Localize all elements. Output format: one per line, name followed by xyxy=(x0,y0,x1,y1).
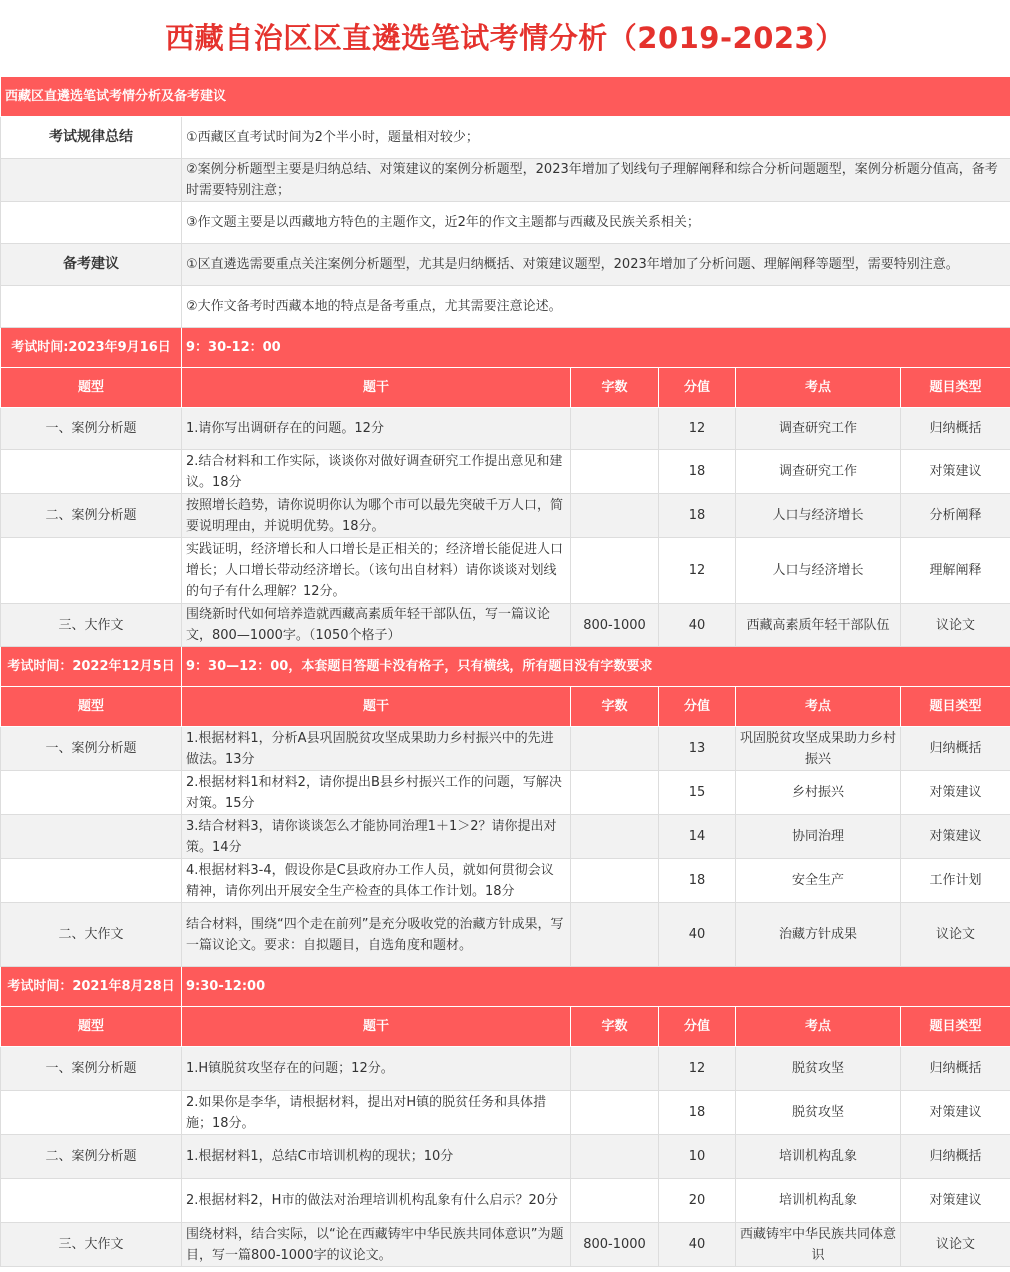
word-count xyxy=(571,1135,659,1179)
advice-label: 备考建议 xyxy=(1,244,182,286)
test-point: 西藏高素质年轻干部队伍 xyxy=(736,604,901,647)
word-count xyxy=(571,1091,659,1135)
question-stem: 2.根据材料2，H市的做法对治理培训机构乱象有什么启示？20分 xyxy=(182,1179,571,1223)
question-type: 一、案例分析题 xyxy=(1,727,182,771)
table-row xyxy=(1,1047,1010,1091)
table-row xyxy=(1,903,1010,967)
test-point: 协同治理 xyxy=(736,815,901,859)
question-stem: 2.结合材料和工作实际，谈谈你对做好调查研究工作提出意见和建议。18分 xyxy=(182,450,571,494)
column-header: 题干 xyxy=(182,1007,571,1047)
question-type xyxy=(1,859,182,903)
column-header: 字数 xyxy=(571,687,659,727)
word-count: 800-1000 xyxy=(571,1223,659,1267)
word-count xyxy=(571,771,659,815)
exam-time-label: 考试时间:2023年9月16日 xyxy=(1,328,182,368)
question-category: 归纳概括 xyxy=(901,727,1010,771)
exam-time-value: 9：30—12：00，本套题目答题卡没有格子，只有横线，所有题目没有字数要求 xyxy=(182,647,1010,687)
word-count xyxy=(571,815,659,859)
score: 13 xyxy=(659,727,736,771)
question-category: 对策建议 xyxy=(901,815,1010,859)
exam-time-value: 9：30-12：00 xyxy=(182,328,1010,368)
score: 20 xyxy=(659,1179,736,1223)
question-category: 对策建议 xyxy=(901,450,1010,494)
test-point: 人口与经济增长 xyxy=(736,494,901,538)
test-point: 西藏铸牢中华民族共同体意识 xyxy=(736,1223,901,1267)
table-row xyxy=(1,1091,1010,1135)
rule-item: ②案例分析题型主要是归纳总结、对策建议的案例分析题型，2023年增加了划线句子理解阐释和综合分析问题题型，案例分析题分值高，备考时需要特别注意； xyxy=(182,159,1010,202)
question-type: 二、大作文 xyxy=(1,903,182,967)
word-count xyxy=(571,538,659,604)
table-row xyxy=(1,538,1010,604)
column-header-row xyxy=(1,1007,1010,1047)
exam-time-row xyxy=(1,647,1010,687)
question-type: 一、案例分析题 xyxy=(1,408,182,450)
column-header: 考点 xyxy=(736,1007,901,1047)
column-header: 题目类型 xyxy=(901,368,1010,408)
table-row xyxy=(1,771,1010,815)
question-stem: 2.如果你是李华，请根据材料，提出对H镇的脱贫任务和具体措施；18分。 xyxy=(182,1091,571,1135)
question-stem: 1.根据材料1，总结C市培训机构的现状；10分 xyxy=(182,1135,571,1179)
score: 12 xyxy=(659,538,736,604)
exam-time-row xyxy=(1,328,1010,368)
question-type xyxy=(1,538,182,604)
test-point: 乡村振兴 xyxy=(736,771,901,815)
question-stem: 实践证明，经济增长和人口增长是正相关的；经济增长能促进人口增长；人口增长带动经济增长。（该句出自材料）请你谈谈对划线的句子有什么理解？12分。 xyxy=(182,538,571,604)
exam-time-row xyxy=(1,967,1010,1007)
question-type xyxy=(1,815,182,859)
test-point: 调查研究工作 xyxy=(736,408,901,450)
question-type xyxy=(1,1179,182,1223)
rule-item: ③作文题主要是以西藏地方特色的主题作文，近2年的作文主题都与西藏及民族关系相关； xyxy=(182,202,1010,244)
question-category: 议论文 xyxy=(901,1223,1010,1267)
table-row xyxy=(1,494,1010,538)
score: 14 xyxy=(659,815,736,859)
question-stem: 4.根据材料3-4，假设你是C县政府办工作人员，就如何贯彻会议精神，请你列出开展安全生产检查的具体工作计划。18分 xyxy=(182,859,571,903)
question-category: 工作计划 xyxy=(901,859,1010,903)
word-count xyxy=(571,903,659,967)
column-header: 题目类型 xyxy=(901,687,1010,727)
word-count xyxy=(571,408,659,450)
score: 15 xyxy=(659,771,736,815)
column-header: 考点 xyxy=(736,687,901,727)
score: 40 xyxy=(659,903,736,967)
question-type: 一、案例分析题 xyxy=(1,1047,182,1091)
exam-time-label: 考试时间：2022年12月5日 xyxy=(1,647,182,687)
question-type xyxy=(1,450,182,494)
question-type xyxy=(1,1091,182,1135)
question-stem: 3.结合材料3，请你谈谈怎么才能协同治理1＋1＞2？请你提出对策。14分 xyxy=(182,815,571,859)
question-stem: 2.根据材料1和材料2，请你提出B县乡村振兴工作的问题，写解决对策。15分 xyxy=(182,771,571,815)
question-stem: 1.根据材料1，分析A县巩固脱贫攻坚成果助力乡村振兴中的先进做法。13分 xyxy=(182,727,571,771)
question-category: 议论文 xyxy=(901,903,1010,967)
score: 12 xyxy=(659,1047,736,1091)
table-row xyxy=(1,604,1010,647)
table-row xyxy=(1,859,1010,903)
question-category: 归纳概括 xyxy=(901,408,1010,450)
test-point: 巩固脱贫攻坚成果助力乡村振兴 xyxy=(736,727,901,771)
score: 18 xyxy=(659,1091,736,1135)
table-row xyxy=(1,1135,1010,1179)
score: 40 xyxy=(659,1223,736,1267)
question-category: 对策建议 xyxy=(901,771,1010,815)
question-category: 对策建议 xyxy=(901,1091,1010,1135)
empty-cell xyxy=(1,286,182,328)
score: 12 xyxy=(659,408,736,450)
column-header-row xyxy=(1,687,1010,727)
column-header: 分值 xyxy=(659,687,736,727)
test-point: 人口与经济增长 xyxy=(736,538,901,604)
test-point: 培训机构乱象 xyxy=(736,1135,901,1179)
empty-cell xyxy=(1,159,182,202)
table-row xyxy=(1,1223,1010,1267)
word-count xyxy=(571,450,659,494)
column-header: 题干 xyxy=(182,687,571,727)
word-count xyxy=(571,727,659,771)
test-point: 培训机构乱象 xyxy=(736,1179,901,1223)
question-type: 二、案例分析题 xyxy=(1,494,182,538)
table-row xyxy=(1,727,1010,771)
question-stem: 围绕新时代如何培养造就西藏高素质年轻干部队伍，写一篇议论文，800—1000字。（1050个格子） xyxy=(182,604,571,647)
score: 40 xyxy=(659,604,736,647)
column-header: 题型 xyxy=(1,687,182,727)
question-type xyxy=(1,771,182,815)
column-header: 字数 xyxy=(571,1007,659,1047)
exam-time-label: 考试时间：2021年8月28日 xyxy=(1,967,182,1007)
column-header: 考点 xyxy=(736,368,901,408)
page-title: 西藏自治区区直遴选笔试考情分析（2019-2023） xyxy=(165,21,845,55)
question-category: 理解阐释 xyxy=(901,538,1010,604)
word-count xyxy=(571,1179,659,1223)
rule-item: ①西藏区直考试时间为2个半小时，题量相对较少； xyxy=(182,117,1010,159)
question-type: 三、大作文 xyxy=(1,1223,182,1267)
exam-time-value: 9:30-12:00 xyxy=(182,967,1010,1007)
column-header: 分值 xyxy=(659,1007,736,1047)
column-header: 题型 xyxy=(1,368,182,408)
question-category: 归纳概括 xyxy=(901,1135,1010,1179)
score: 10 xyxy=(659,1135,736,1179)
question-category: 分析阐释 xyxy=(901,494,1010,538)
question-stem: 结合材料，围绕“四个走在前列”是充分吸收党的治藏方针成果，写一篇议论文。要求：自拟题目，自选角度和题材。 xyxy=(182,903,571,967)
score: 18 xyxy=(659,450,736,494)
question-category: 议论文 xyxy=(901,604,1010,647)
score: 18 xyxy=(659,859,736,903)
analysis-table xyxy=(0,76,1010,1267)
advice-item: ②大作文备考时西藏本地的特点是备考重点，尤其需要注意论述。 xyxy=(182,286,1010,328)
test-point: 脱贫攻坚 xyxy=(736,1047,901,1091)
empty-cell xyxy=(1,202,182,244)
rule-summary-label: 考试规律总结 xyxy=(1,117,182,159)
advice-item: ①区直遴选需要重点关注案例分析题型，尤其是归纳概括、对策建议题型，2023年增加了分析问题、理解阐释等题型，需要特别注意。 xyxy=(182,244,1010,286)
table-row xyxy=(1,450,1010,494)
question-type: 三、大作文 xyxy=(1,604,182,647)
test-point: 安全生产 xyxy=(736,859,901,903)
table-row xyxy=(1,1179,1010,1223)
column-header: 分值 xyxy=(659,368,736,408)
analysis-header: 西藏区直遴选笔试考情分析及备考建议 xyxy=(1,77,1010,117)
table-row xyxy=(1,408,1010,450)
question-stem: 1.请你写出调研存在的问题。12分 xyxy=(182,408,571,450)
word-count xyxy=(571,1047,659,1091)
column-header: 题型 xyxy=(1,1007,182,1047)
question-stem: 围绕材料，结合实际，以“论在西藏铸牢中华民族共同体意识”为题目，写一篇800-1000字的议论文。 xyxy=(182,1223,571,1267)
word-count xyxy=(571,494,659,538)
score: 18 xyxy=(659,494,736,538)
question-category: 对策建议 xyxy=(901,1179,1010,1223)
column-header: 字数 xyxy=(571,368,659,408)
question-stem: 1.H镇脱贫攻坚存在的问题；12分。 xyxy=(182,1047,571,1091)
test-point: 调查研究工作 xyxy=(736,450,901,494)
column-header: 题目类型 xyxy=(901,1007,1010,1047)
test-point: 治藏方针成果 xyxy=(736,903,901,967)
column-header: 题干 xyxy=(182,368,571,408)
table-row xyxy=(1,815,1010,859)
word-count xyxy=(571,859,659,903)
question-category: 归纳概括 xyxy=(901,1047,1010,1091)
question-stem: 按照增长趋势，请你说明你认为哪个市可以最先突破千万人口，简要说明理由，并说明优势。18分。 xyxy=(182,494,571,538)
test-point: 脱贫攻坚 xyxy=(736,1091,901,1135)
question-type: 二、案例分析题 xyxy=(1,1135,182,1179)
word-count: 800-1000 xyxy=(571,604,659,647)
column-header-row xyxy=(1,368,1010,408)
